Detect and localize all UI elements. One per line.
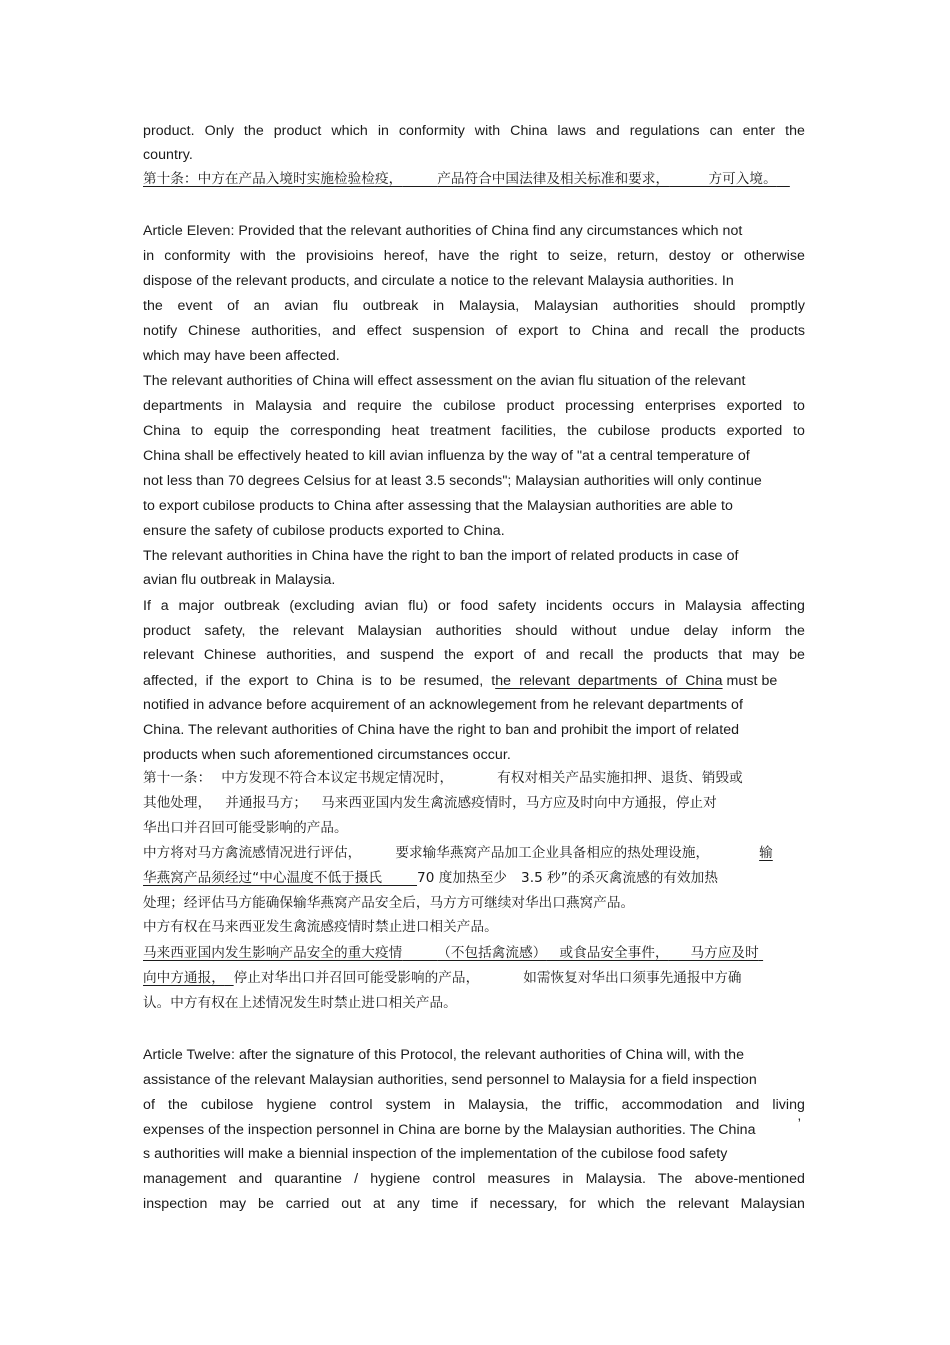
article-11-cn-line-6: 处理；经评估马方能确保输华燕窝产品安全后，马方方可继续对华出口燕窝产品。	[143, 895, 635, 911]
article-11-en-line-7: The relevant authorities of China will effect assessment on the avian flu situation of the relevant	[143, 373, 746, 389]
article-11-en-line-18: relevant Chinese authorities, and suspend the export of and recall the products that may be	[143, 647, 805, 663]
article-11-en-line-2: in conformity with the provisioins hereof, have the right to seize, return, destoy or otherwise	[143, 248, 805, 264]
article-12-en-line-2: assistance of the relevant Malaysian authorities, send personnel to Malaysia for a field inspection	[143, 1072, 757, 1088]
article-11-en-line-20: notified in advance before acquirement of an acknowlegement from he relevant departments of	[143, 697, 743, 713]
article-12-en-line-6: management and quarantine / hygiene control measures in Malaysia. The above-mentioned	[143, 1171, 805, 1187]
article-11-en-line-15: avian flu outbreak in Malaysia.	[143, 572, 336, 588]
article-10-cn-line	[143, 170, 805, 188]
article-11-cn-line-10: 认。中方有权在上述情况发生时禁止进口相关产品。	[143, 995, 457, 1011]
article-11-cn-line-2: 其他处理， 并通报马方； 马来西亚国内发生禽流感疫情时，马方应及时向中方通报，停止对	[143, 795, 717, 811]
article-11-cn-line-5: 华燕窝产品须经过“中心温度不低于摄氏 70 度加热至少 3.5 秒”的杀灭禽流感的有效加热	[143, 870, 718, 886]
article-11-en-line-12: to export cubilose products to China after assessing that the Malaysian authorities are able to	[143, 498, 733, 514]
must-be-text: must be	[722, 673, 778, 689]
article-11-en-line-19	[143, 672, 805, 690]
article-11-cn-line-7: 中方有权在马来西亚发生禽流感疫情时禁止进口相关产品。	[143, 919, 498, 935]
article-11-en-line-16: If a major outbreak (excluding avian flu) or food safety incidents occurs in Malaysia affecting	[143, 598, 805, 614]
article-10-cn-part-1: 第十条：中方在产品入境时实施检验检疫，	[143, 171, 403, 187]
article-11-cn-line-9: 向中方通报， 停止对华出口并召回可能受影响的产品， 如需恢复对华出口须事先通报中方确	[143, 970, 742, 986]
affected-text: affected, if the export to China is to be resumed, t	[143, 673, 496, 689]
article-11-en-line-9: China to equip the corresponding heat treatment facilities, the cubilose products exported to	[143, 423, 805, 439]
article-11-en-line-13: ensure the safety of cubilose products exported to China.	[143, 523, 505, 539]
article-10-en-line-1: product. Only the product which in conformity with China laws and regulations can enter the	[143, 123, 805, 139]
article-11-en-line-14: The relevant authorities in China have the right to ban the import of related products in case of	[143, 548, 739, 564]
article-11-cn-line-3: 华出口并召回可能受影响的产品。	[143, 820, 348, 836]
article-11-en-line-10: China shall be effectively heated to kill avian influenza by the way of "at a central temperature of	[143, 448, 750, 464]
article-11-en-line-5: notify Chinese authorities, and effect suspension of export to China and recall the products	[143, 323, 805, 339]
article-11-en-line-17: product safety, the relevant Malaysian authorities should without undue delay inform the	[143, 623, 805, 639]
article-11-en-line-3: dispose of the relevant products, and circulate a notice to the relevant Malaysia authorities. In	[143, 273, 734, 289]
relevant-departments-underlined: he relevant departments of China	[495, 673, 723, 689]
article-12-heading-line: Article Twelve: after the signature of this Protocol, the relevant authorities of China will, with the	[143, 1047, 745, 1063]
article-10-en-line-2: country.	[143, 147, 193, 163]
article-11-en-line-4: the event of an avian flu outbreak in Malaysia, Malaysian authorities should promptly	[143, 298, 805, 314]
article-12-en-line-7: inspection may be carried out at any time if necessary, for which the relevant Malaysian	[143, 1196, 805, 1212]
article-12-en-line-5: s authorities will make a biennial inspection of the implementation of the cubilose food safety	[143, 1146, 728, 1162]
article-11-en-line-6: which may have been affected.	[143, 348, 340, 364]
article-11-cn-line-8: 马来西亚国内发生影响产品安全的重大疫情 （不包括禽流感） 或食品安全事件， 马方应及时	[143, 945, 759, 961]
article-11-cn-line-1: 第十一条： 中方发现不符合本议定书规定情况时， 有权对相关产品实施扣押、退货、销毁或	[143, 770, 743, 786]
article-11-en-line-8: departments in Malaysia and require the cubilose product processing enterprises exported to	[143, 398, 805, 414]
article-11-cn-line-4: 中方将对马方禽流感情况进行评估， 要求输华燕窝产品加工企业具备相应的热处理设施， 输	[143, 845, 773, 861]
article-11-heading-line: Article Eleven: Provided that the relevant authorities of China find any circumstances which not	[143, 223, 743, 239]
article-11-en-line-11: not less than 70 degrees Celsius for at least 3.5 seconds"; Malaysian authorities will only continue	[143, 473, 762, 489]
stray-apostrophe: ’	[797, 1116, 801, 1132]
article-11-en-line-22: products when such aforementioned circumstances occur.	[143, 747, 511, 763]
article-12-en-line-4: expenses of the inspection personnel in China are borne by the Malaysian authorities. The China ’	[143, 1116, 801, 1138]
article-11-en-line-21: China. The relevant authorities of China have the right to ban and prohibit the import of related	[143, 722, 740, 738]
article-10-cn-part-2: 产品符合中国法律及相关标准和要求，	[437, 171, 670, 187]
article-10-cn-part-3: 方可入境。	[708, 171, 777, 187]
article-12-en-line-3: of the cubilose hygiene control system in Malaysia, the triffic, accommodation and living	[143, 1097, 805, 1113]
